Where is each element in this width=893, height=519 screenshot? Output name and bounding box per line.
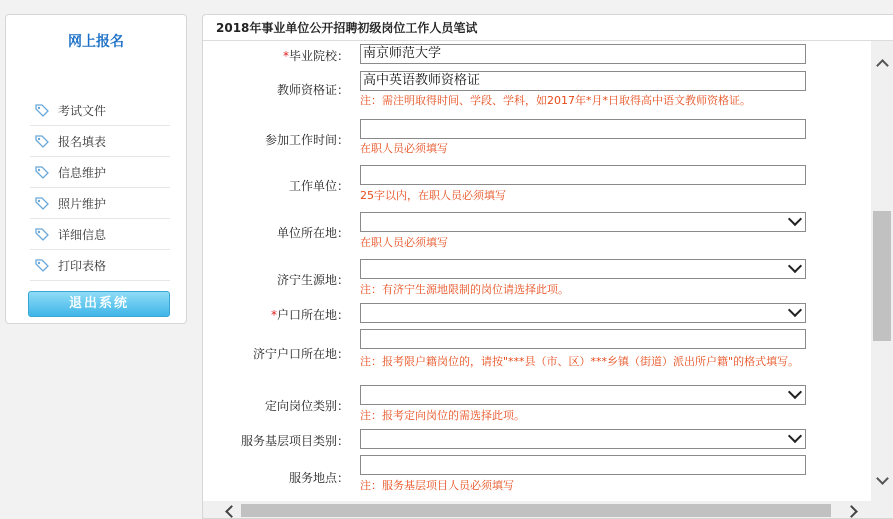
scroll-right-icon[interactable] <box>845 505 858 518</box>
grassroots-type-label: 服务基层项目类别： <box>240 434 349 448</box>
sidebar-item-label: 报名填表 <box>58 134 107 149</box>
logout-button[interactable]: 退出系统 <box>28 291 170 317</box>
targeted-post-select[interactable] <box>360 385 806 405</box>
employer-label: 工作单位： <box>288 179 349 193</box>
tag-icon <box>34 134 50 148</box>
chevron-down-icon <box>788 385 802 399</box>
sidebar-item-fill-form[interactable] <box>30 126 170 157</box>
sidebar-item-details[interactable] <box>30 219 170 250</box>
teacher-cert-label: 教师资格证： <box>276 83 349 97</box>
scroll-down-icon[interactable] <box>876 472 889 485</box>
required-marker: * <box>270 308 277 322</box>
sidebar <box>5 14 187 324</box>
employer-note: 25字以内，在职人员必须填写 <box>360 189 506 202</box>
sidebar-menu <box>30 95 170 281</box>
tag-icon <box>34 165 50 179</box>
jining-hukou-note: 注：报考限户籍岗位的，请按"***县（市、区）***乡镇（街道）派出所户籍"的格式填写。 <box>360 355 800 368</box>
graduate-school-input[interactable]: 南京师范大学 <box>360 44 806 64</box>
grassroots-type-select[interactable] <box>360 429 806 449</box>
chevron-down-icon <box>788 303 802 317</box>
sidebar-item-label: 打印表格 <box>58 258 107 273</box>
chevron-down-icon <box>788 429 802 443</box>
teacher-cert-input[interactable]: 高中英语教师资格证 <box>360 71 806 91</box>
employer-input[interactable] <box>360 165 806 185</box>
service-location-note: 注：服务基层项目人员必须填写 <box>360 479 514 492</box>
jining-origin-select[interactable] <box>360 259 806 279</box>
sidebar-title: 网上报名 <box>68 34 124 50</box>
employer-location-select[interactable] <box>360 212 806 232</box>
required-marker: * <box>282 49 289 63</box>
sidebar-item-info-maintenance[interactable] <box>30 157 170 188</box>
work-start-note: 在职人员必须填写 <box>360 142 448 155</box>
tag-icon <box>34 103 50 117</box>
scroll-left-icon[interactable] <box>225 505 238 518</box>
chevron-down-icon <box>788 212 802 226</box>
vertical-scroll-thumb[interactable] <box>873 211 891 341</box>
tag-icon <box>34 227 50 241</box>
jining-hukou-label: 济宁户口所在地： <box>252 347 349 361</box>
jining-origin-note: 注：有济宁生源地限制的岗位请选择此项。 <box>360 283 569 296</box>
sidebar-item-print-form[interactable] <box>30 250 170 281</box>
targeted-post-label: 定向岗位类别： <box>264 399 349 413</box>
chevron-down-icon <box>788 259 802 273</box>
work-start-label: 参加工作时间： <box>264 133 349 147</box>
targeted-post-note: 注：报考定向岗位的需选择此项。 <box>360 409 525 422</box>
hukou-location-label: *户口所在地： <box>270 308 349 322</box>
jining-hukou-input[interactable] <box>360 329 806 349</box>
main-panel <box>202 14 893 519</box>
sidebar-item-label: 详细信息 <box>58 227 107 242</box>
sidebar-item-exam-files[interactable] <box>30 95 170 126</box>
page-title: 2018年事业单位公开招聘初级岗位工作人员笔试 <box>203 15 893 41</box>
vertical-scrollbar[interactable] <box>871 41 893 501</box>
sidebar-item-label: 考试文件 <box>58 103 107 118</box>
sidebar-item-photo-maintenance[interactable] <box>30 188 170 219</box>
tag-icon <box>34 258 50 272</box>
registration-form <box>203 41 871 501</box>
horizontal-scroll-thumb[interactable] <box>241 504 831 517</box>
employer-location-label: 单位所在地： <box>276 226 349 240</box>
horizontal-scrollbar[interactable] <box>203 501 893 519</box>
service-location-label: 服务地点： <box>288 471 349 485</box>
service-location-input[interactable] <box>360 455 806 475</box>
tag-icon <box>34 196 50 210</box>
hukou-location-select[interactable] <box>360 303 806 323</box>
sidebar-item-label: 照片维护 <box>58 196 107 211</box>
work-start-input[interactable] <box>360 119 806 139</box>
jining-origin-label: 济宁生源地： <box>276 273 349 287</box>
sidebar-item-label: 信息维护 <box>58 165 107 180</box>
employer-location-note: 在职人员必须填写 <box>360 236 448 249</box>
scroll-up-icon[interactable] <box>876 59 889 72</box>
graduate-school-label: *毕业院校： <box>282 49 349 63</box>
teacher-cert-note: 注：需注明取得时间、学段、学科，如2017年*月*日取得高中语文教师资格证。 <box>360 94 751 107</box>
